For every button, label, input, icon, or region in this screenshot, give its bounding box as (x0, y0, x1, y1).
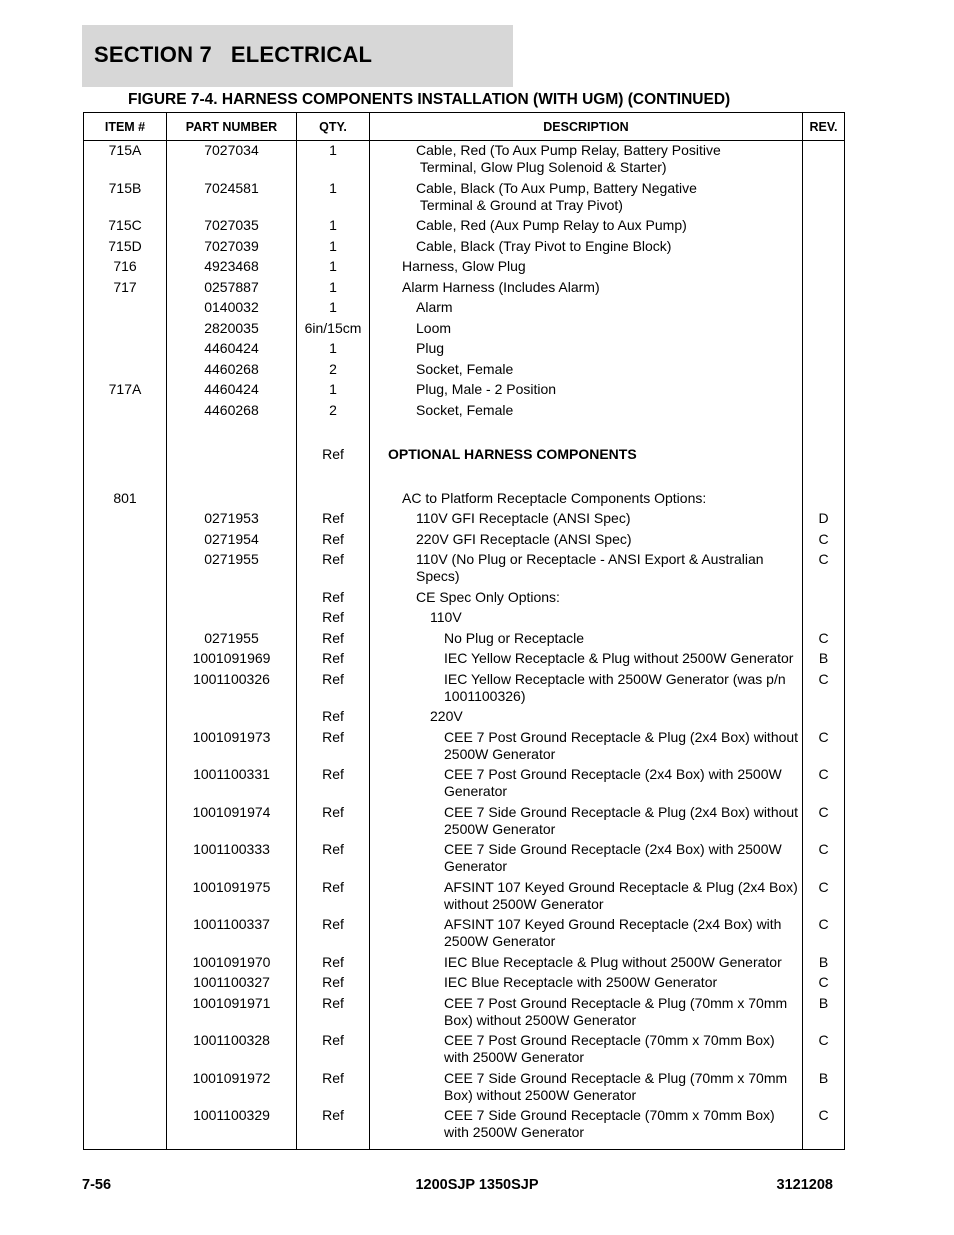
part-number-cell: 7027039 (204, 237, 259, 254)
table-row (84, 1031, 844, 1069)
item-cell: 715D (108, 237, 142, 254)
part-number-cell: 1001100337 (193, 916, 270, 932)
table-row (84, 878, 844, 916)
description-cell: Cable, Red (Aux Pump Relay to Aux Pump) (416, 217, 687, 233)
table-row (84, 550, 844, 588)
qty-cell: Ref (322, 445, 344, 462)
part-number-cell: 7027035 (204, 217, 259, 233)
qty-cell: 1 (329, 237, 337, 254)
part-number-cell: 1001100326 (193, 670, 270, 687)
rev-cell: B (818, 953, 829, 970)
table-row (84, 179, 844, 217)
part-number-cell: 2820035 (204, 319, 259, 336)
part-number-cell: 4460424 (204, 340, 259, 356)
qty-cell: Ref (322, 1069, 344, 1086)
rev-cell: B (818, 1069, 829, 1086)
column-header-item: ITEM # (104, 119, 146, 134)
item-cell: 715A (108, 142, 142, 158)
table-row (84, 1106, 844, 1144)
rev-cell: C (818, 878, 829, 895)
figure-title: FIGURE 7-4. HARNESS COMPONENTS INSTALLATION (WITH UGM) (CONTINUED) (128, 91, 731, 108)
model-name: 1200SJP 1350SJP (415, 1177, 539, 1193)
qty-cell: Ref (322, 1107, 344, 1123)
part-number-cell: 1001100331 (193, 766, 270, 782)
table-row (84, 629, 844, 650)
part-number-cell: 0271953 (204, 510, 259, 526)
description-cell: Plug, Male - 2 Position (416, 381, 557, 397)
table-row (84, 380, 844, 401)
description-cell: Loom (416, 319, 452, 336)
qty-cell: Ref (322, 803, 344, 820)
part-number-cell: 1001100329 (193, 1107, 270, 1123)
table-row (84, 803, 844, 841)
part-number-cell: 1001091975 (192, 878, 271, 895)
qty-cell: 1 (329, 340, 337, 356)
description-cell: AFSINT 107 Keyed Ground Receptacle (2x4 Box) with 2500W Generator (444, 916, 782, 949)
description-cell: 110V GFI Receptacle (ANSI Spec) (416, 510, 631, 526)
table-row (84, 278, 844, 299)
qty-cell: 2 (329, 401, 337, 418)
qty-cell: 2 (329, 360, 337, 377)
qty-cell: 1 (329, 278, 337, 295)
part-number-cell: 4923468 (204, 258, 259, 274)
item-cell: 716 (113, 258, 137, 274)
qty-cell: Ref (322, 588, 344, 605)
description-cell: 220V (430, 708, 463, 724)
description-cell: IEC Blue Receptacle with 2500W Generator (444, 974, 718, 990)
qty-cell: 1 (329, 381, 337, 397)
description-cell: No Plug or Receptacle (444, 629, 585, 646)
rev-cell: D (818, 510, 829, 526)
description-cell: AC to Platform Receptacle Components Options: (402, 489, 707, 506)
description-cell: IEC Blue Receptacle & Plug without 2500W Generator (444, 953, 782, 970)
description-cell: Cable, Red (To Aux Pump Relay, Battery Positive Terminal, Glow Plug Solenoid & Starter) (416, 142, 721, 175)
table-row (84, 953, 844, 974)
qty-cell: Ref (322, 650, 344, 666)
qty-cell: Ref (322, 916, 344, 932)
table-row (84, 319, 844, 340)
table-row (84, 237, 844, 258)
description-cell: CEE 7 Post Ground Receptacle & Plug (2x4 Box) without 2500W Generator (444, 728, 799, 762)
description-cell: AFSINT 107 Keyed Ground Receptacle & Plug (2x4 Box) without 2500W Generator (444, 878, 798, 912)
part-number-cell: 1001100327 (193, 974, 270, 990)
qty-cell: Ref (322, 510, 344, 526)
description-cell: 220V GFI Receptacle (ANSI Spec) (416, 530, 632, 547)
description-cell: CEE 7 Post Ground Receptacle (70mm x 70mm Box) with 2500W Generator (444, 1032, 775, 1065)
table-row (84, 707, 844, 728)
part-number-cell: 0140032 (204, 299, 259, 315)
item-cell: 715C (108, 217, 142, 233)
qty-cell: Ref (322, 728, 344, 745)
part-number-cell: 1001100328 (193, 1032, 270, 1048)
part-number-cell: 0271955 (204, 629, 259, 646)
part-number-cell: 4460424 (204, 381, 259, 397)
qty-cell: Ref (322, 974, 344, 990)
qty-cell: 6in/15cm (304, 319, 362, 336)
table-row (84, 445, 844, 466)
qty-cell: Ref (322, 551, 344, 567)
table-row (84, 489, 844, 510)
part-number-cell: 0271955 (204, 551, 259, 567)
table-row (84, 670, 844, 708)
description-cell: CEE 7 Post Ground Receptacle & Plug (70mm x 70mm Box) without 2500W Generator (444, 994, 788, 1028)
qty-cell: Ref (322, 953, 344, 970)
qty-cell: Ref (322, 629, 344, 646)
table-row (84, 509, 844, 530)
description-cell: Plug (416, 340, 445, 356)
part-number-cell: 1001091971 (192, 994, 271, 1011)
table-row (84, 840, 844, 878)
description-cell: IEC Yellow Receptacle & Plug without 2500W Generator (444, 650, 794, 666)
qty-cell: Ref (322, 766, 344, 782)
part-number-cell: 7027034 (204, 142, 259, 158)
item-cell: 717 (113, 278, 137, 295)
table-row (84, 728, 844, 766)
rev-cell: C (818, 728, 829, 745)
column-header-rev: REV. (809, 119, 838, 134)
rev-cell: C (818, 803, 829, 820)
table-spacer-row (84, 465, 844, 489)
part-number-cell: 1001091974 (192, 803, 271, 820)
rev-cell: B (818, 994, 829, 1011)
table-row (84, 649, 844, 670)
description-cell: CEE 7 Post Ground Receptacle (2x4 Box) with 2500W Generator (444, 766, 782, 799)
qty-cell: 1 (329, 258, 337, 274)
qty-cell: 1 (329, 299, 337, 315)
document-number: 3121208 (776, 1177, 833, 1193)
rev-cell: B (818, 650, 829, 666)
item-cell: 717A (108, 381, 142, 397)
table-row (84, 257, 844, 278)
table-row (84, 401, 844, 422)
table-spacer-row (84, 421, 844, 445)
qty-cell: Ref (322, 609, 344, 625)
rev-cell: C (818, 530, 829, 547)
table-row (84, 588, 844, 609)
part-number-cell: 1001091972 (192, 1069, 271, 1086)
rev-cell: C (818, 916, 829, 932)
table-row (84, 973, 844, 994)
part-number-cell: 1001091973 (192, 728, 271, 745)
description-cell: Socket, Female (416, 401, 514, 418)
table-row (84, 141, 844, 179)
description-cell: IEC Yellow Receptacle with 2500W Generator (was p/n 1001100326) (444, 670, 786, 704)
part-number-cell: 1001091970 (192, 953, 271, 970)
qty-cell: 1 (329, 217, 337, 233)
part-number-cell: 0271954 (204, 530, 259, 547)
table-row (84, 994, 844, 1032)
item-cell: 801 (113, 489, 137, 506)
description-cell: CEE 7 Side Ground Receptacle & Plug (70mm x 70mm Box) without 2500W Generator (444, 1069, 788, 1103)
description-cell: CEE 7 Side Ground Receptacle (70mm x 70mm Box) with 2500W Generator (444, 1107, 775, 1140)
description-cell: CEE 7 Side Ground Receptacle & Plug (2x4 Box) without 2500W Generator (444, 803, 799, 837)
qty-cell: Ref (322, 841, 344, 857)
table-row (84, 915, 844, 953)
description-cell: Harness, Glow Plug (402, 258, 526, 274)
description-cell: 110V (430, 609, 462, 625)
rev-cell: C (818, 629, 829, 646)
qty-cell: Ref (322, 994, 344, 1011)
table-row (84, 530, 844, 551)
qty-cell: 1 (329, 179, 337, 196)
qty-cell: 1 (329, 142, 337, 158)
qty-cell: Ref (322, 878, 344, 895)
qty-cell: Ref (322, 530, 344, 547)
rev-cell: C (818, 841, 829, 857)
table-row (84, 298, 844, 319)
rev-cell: C (818, 1032, 829, 1048)
parts-table (83, 112, 845, 1150)
rev-cell: C (818, 1107, 829, 1123)
part-number-cell: 4460268 (204, 360, 259, 377)
table-row (84, 765, 844, 803)
item-cell: 715B (108, 179, 142, 196)
description-cell: Cable, Black (To Aux Pump, Battery Negative Terminal & Ground at Tray Pivot) (416, 179, 697, 213)
part-number-cell: 7024581 (204, 179, 259, 196)
description-cell: CE Spec Only Options: (416, 588, 560, 605)
table-row (84, 216, 844, 237)
description-cell: Cable, Black (Tray Pivot to Engine Block) (416, 237, 672, 254)
table-body (84, 141, 844, 1144)
part-number-cell: 1001100333 (193, 841, 270, 857)
description-cell: Alarm (416, 299, 453, 315)
part-number-cell: 1001091969 (192, 650, 271, 666)
part-number-cell: 0257887 (204, 278, 259, 295)
rev-cell: C (818, 551, 829, 567)
table-row (84, 339, 844, 360)
table-row (84, 360, 844, 381)
description-cell: Alarm Harness (Includes Alarm) (402, 278, 600, 295)
part-number-cell: 4460268 (204, 401, 259, 418)
section-title: SECTION 7 ELECTRICAL (94, 42, 373, 67)
rev-cell: C (818, 974, 829, 990)
column-header-part-number: PART NUMBER (185, 119, 278, 134)
qty-cell: Ref (322, 1032, 344, 1048)
table-row (84, 608, 844, 629)
description-cell: OPTIONAL HARNESS COMPONENTS (388, 445, 637, 462)
description-cell: CEE 7 Side Ground Receptacle (2x4 Box) with 2500W Generator (444, 841, 782, 874)
rev-cell: C (818, 766, 829, 782)
description-cell: Socket, Female (416, 360, 514, 377)
table-row (84, 1069, 844, 1107)
column-header-qty: QTY. (319, 119, 347, 134)
page-number: 7-56 (82, 1177, 112, 1193)
column-header-description: DESCRIPTION (543, 119, 629, 134)
qty-cell: Ref (322, 708, 344, 724)
qty-cell: Ref (322, 670, 344, 687)
rev-cell: C (818, 670, 829, 687)
description-cell: 110V (No Plug or Receptacle - ANSI Export & Australian Specs) (416, 551, 764, 584)
